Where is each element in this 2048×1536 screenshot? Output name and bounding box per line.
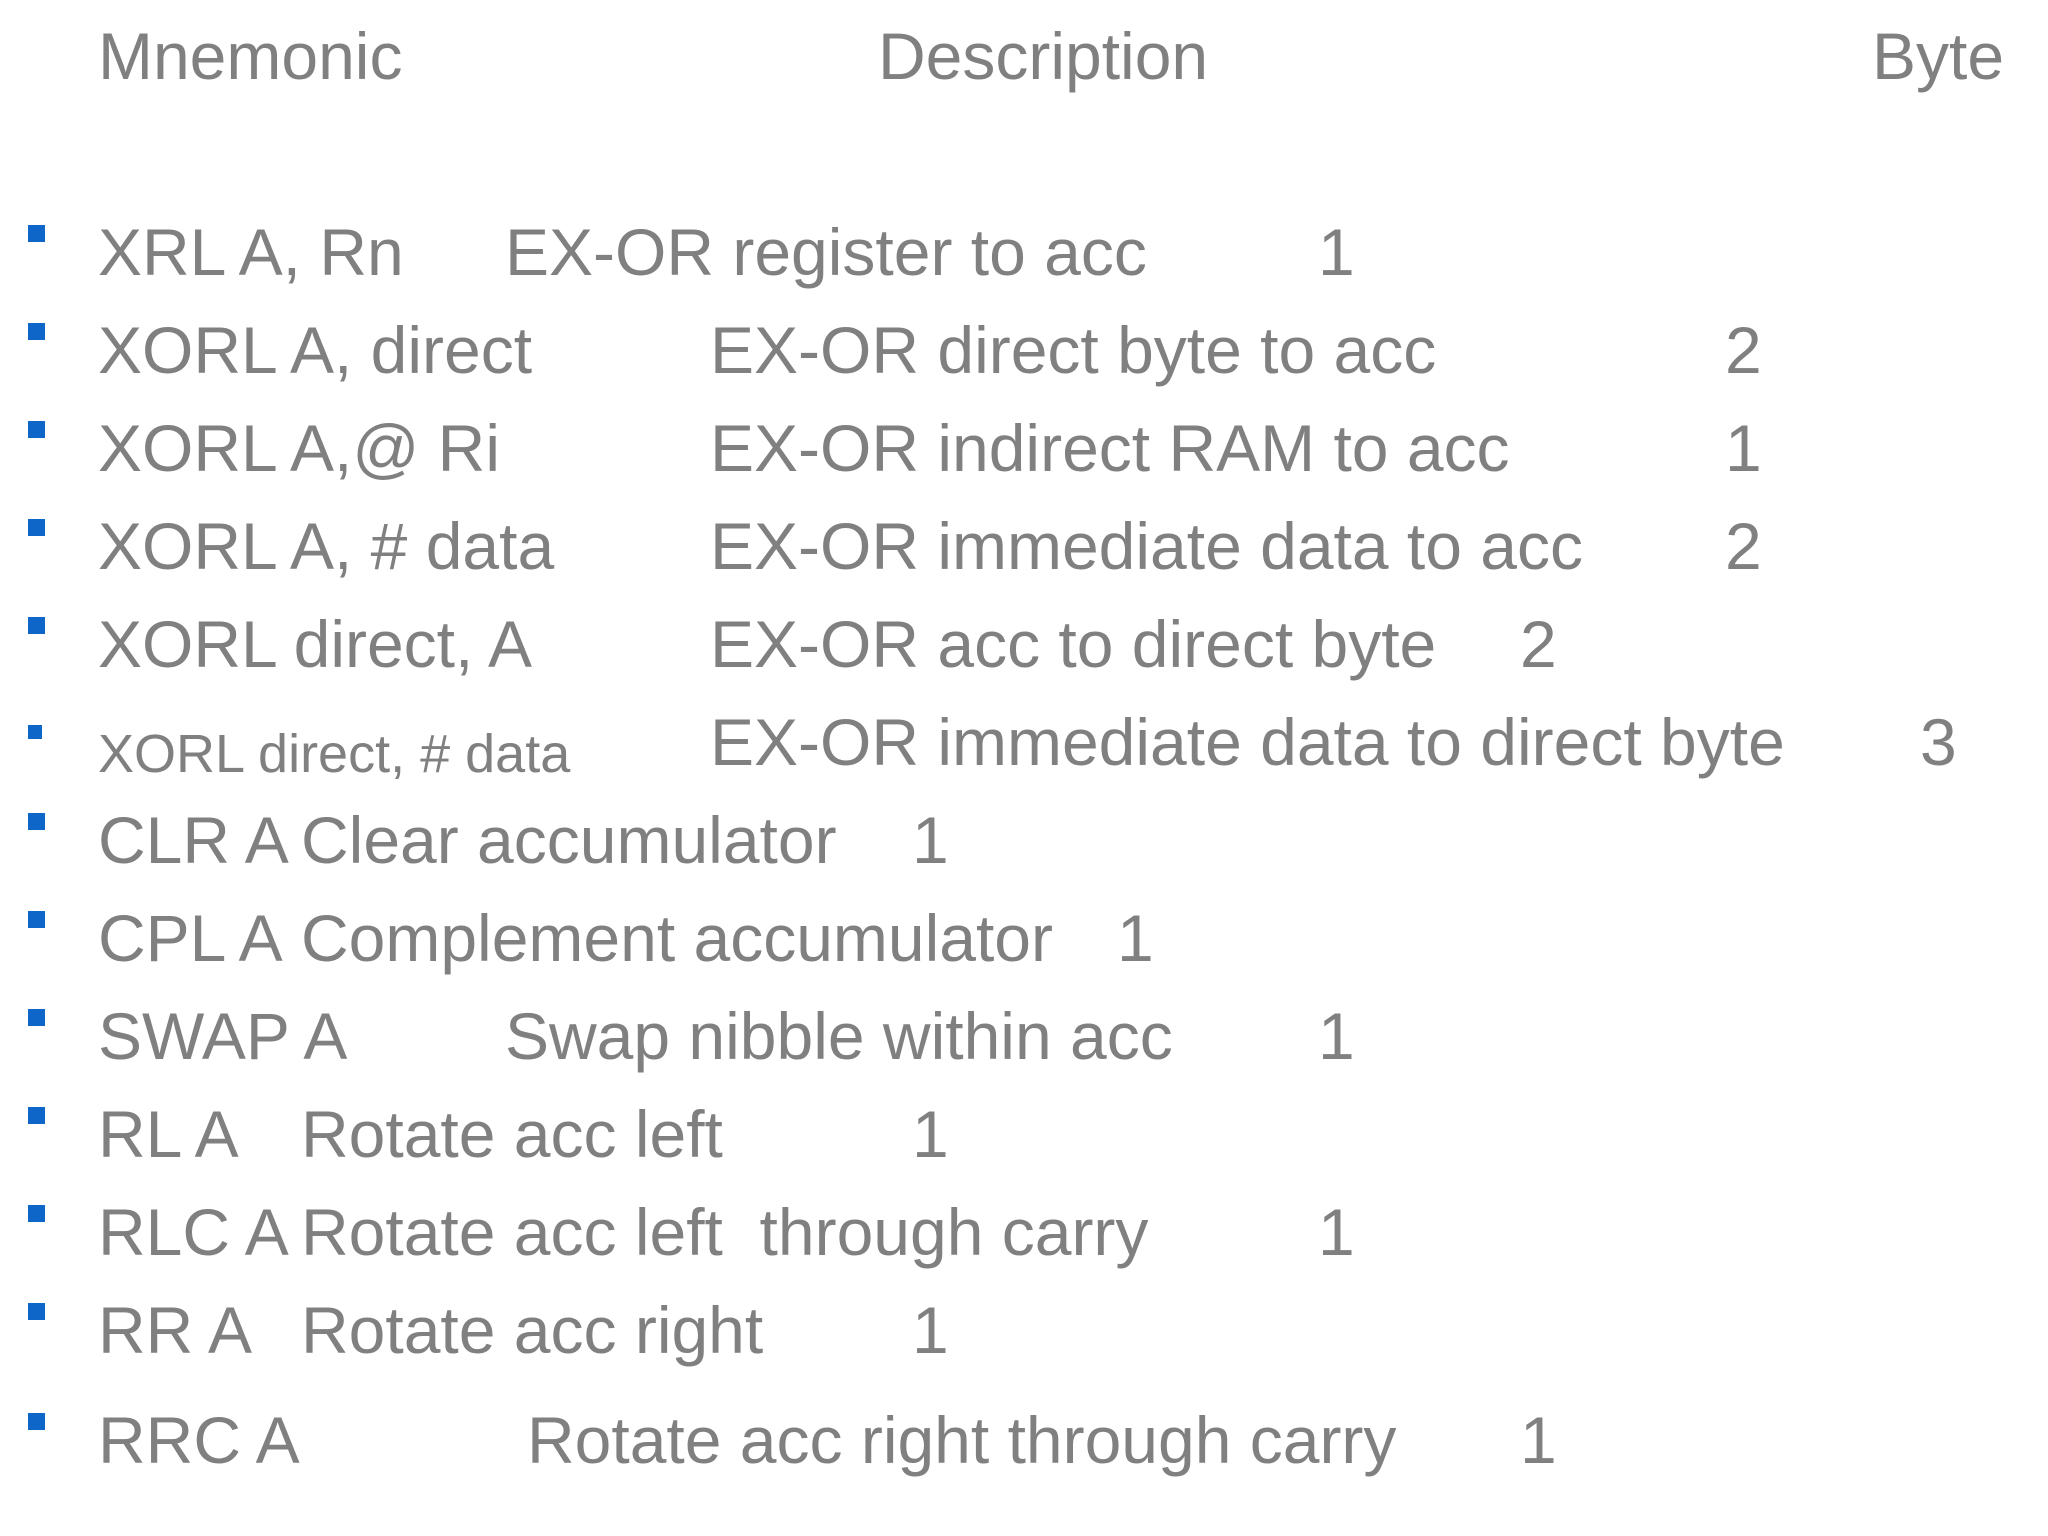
byte-cell: 2 — [1725, 313, 1762, 387]
bullet-icon — [28, 421, 45, 438]
byte-cell: 1 — [1117, 901, 1154, 975]
mnemonic-cell: XORL direct, # data — [98, 724, 571, 784]
mnemonic-cell: CLR A — [98, 803, 289, 877]
byte-cell: 1 — [1520, 1403, 1557, 1477]
bullet-icon — [28, 617, 45, 634]
bullet-icon — [28, 323, 45, 340]
mnemonic-cell: RR A — [98, 1293, 253, 1367]
byte-cell: 2 — [1520, 607, 1557, 681]
bullet-icon — [28, 813, 45, 830]
mnemonic-cell: RRC A — [98, 1403, 300, 1477]
bullet-icon — [28, 1107, 45, 1124]
instruction-row — [0, 1093, 2048, 1191]
description-cell: EX-OR indirect RAM to acc — [710, 411, 1510, 485]
description-cell: Rotate acc right — [301, 1293, 764, 1367]
bullet-icon — [28, 1205, 45, 1222]
mnemonic-cell: CPL A — [98, 901, 283, 975]
bullet-icon — [28, 725, 42, 739]
byte-cell: 1 — [1318, 215, 1355, 289]
mnemonic-cell: SWAP A — [98, 999, 348, 1073]
instruction-row — [0, 701, 2048, 799]
instruction-row — [0, 211, 2048, 309]
mnemonic-cell: XORL direct, A — [98, 607, 533, 681]
description-cell: Complement accumulator — [301, 901, 1053, 975]
header-description: Description — [878, 19, 1209, 93]
description-cell: EX-OR acc to direct byte — [710, 607, 1437, 681]
byte-cell: 2 — [1725, 509, 1762, 583]
bullet-icon — [28, 1303, 45, 1320]
bullet-icon — [28, 519, 45, 536]
description-cell: EX-OR direct byte to acc — [710, 313, 1437, 387]
description-cell: Rotate acc right through carry — [527, 1403, 1397, 1477]
bullet-icon — [28, 911, 45, 928]
instruction-row — [0, 995, 2048, 1093]
description-cell: Clear accumulator — [301, 803, 837, 877]
header-byte: Byte — [1872, 19, 2005, 93]
instruction-row — [0, 309, 2048, 407]
bullet-icon — [28, 225, 45, 242]
instruction-row — [0, 1191, 2048, 1289]
instruction-row — [0, 505, 2048, 603]
instruction-row — [0, 603, 2048, 701]
byte-cell: 1 — [1318, 1195, 1355, 1269]
mnemonic-cell: XORL A, # data — [98, 509, 555, 583]
description-cell: EX-OR immediate data to acc — [710, 509, 1584, 583]
byte-cell: 1 — [1725, 411, 1762, 485]
mnemonic-cell: RL A — [98, 1097, 239, 1171]
description-cell: EX-OR immediate data to direct byte — [710, 705, 1785, 779]
byte-cell: 1 — [912, 1293, 949, 1367]
bullet-icon — [28, 1413, 45, 1430]
byte-cell: 3 — [1920, 705, 1957, 779]
mnemonic-cell: XRL A, Rn — [98, 215, 404, 289]
instruction-row — [0, 897, 2048, 995]
byte-cell: 1 — [1318, 999, 1355, 1073]
description-cell: Rotate acc left — [301, 1097, 723, 1171]
header-mnemonic: Mnemonic — [98, 19, 403, 93]
bullet-icon — [28, 1009, 45, 1026]
mnemonic-cell: XORL A, direct — [98, 313, 533, 387]
description-cell: Rotate acc left through carry — [301, 1195, 1149, 1269]
instruction-row — [0, 1289, 2048, 1387]
byte-cell: 1 — [912, 1097, 949, 1171]
mnemonic-cell: XORL A,@ Ri — [98, 411, 500, 485]
instruction-row — [0, 407, 2048, 505]
byte-cell: 1 — [912, 803, 949, 877]
instruction-row — [0, 1399, 2048, 1497]
description-cell: EX-OR register to acc — [505, 215, 1147, 289]
instruction-row — [0, 799, 2048, 897]
mnemonic-cell: RLC A — [98, 1195, 289, 1269]
description-cell: Swap nibble within acc — [505, 999, 1173, 1073]
